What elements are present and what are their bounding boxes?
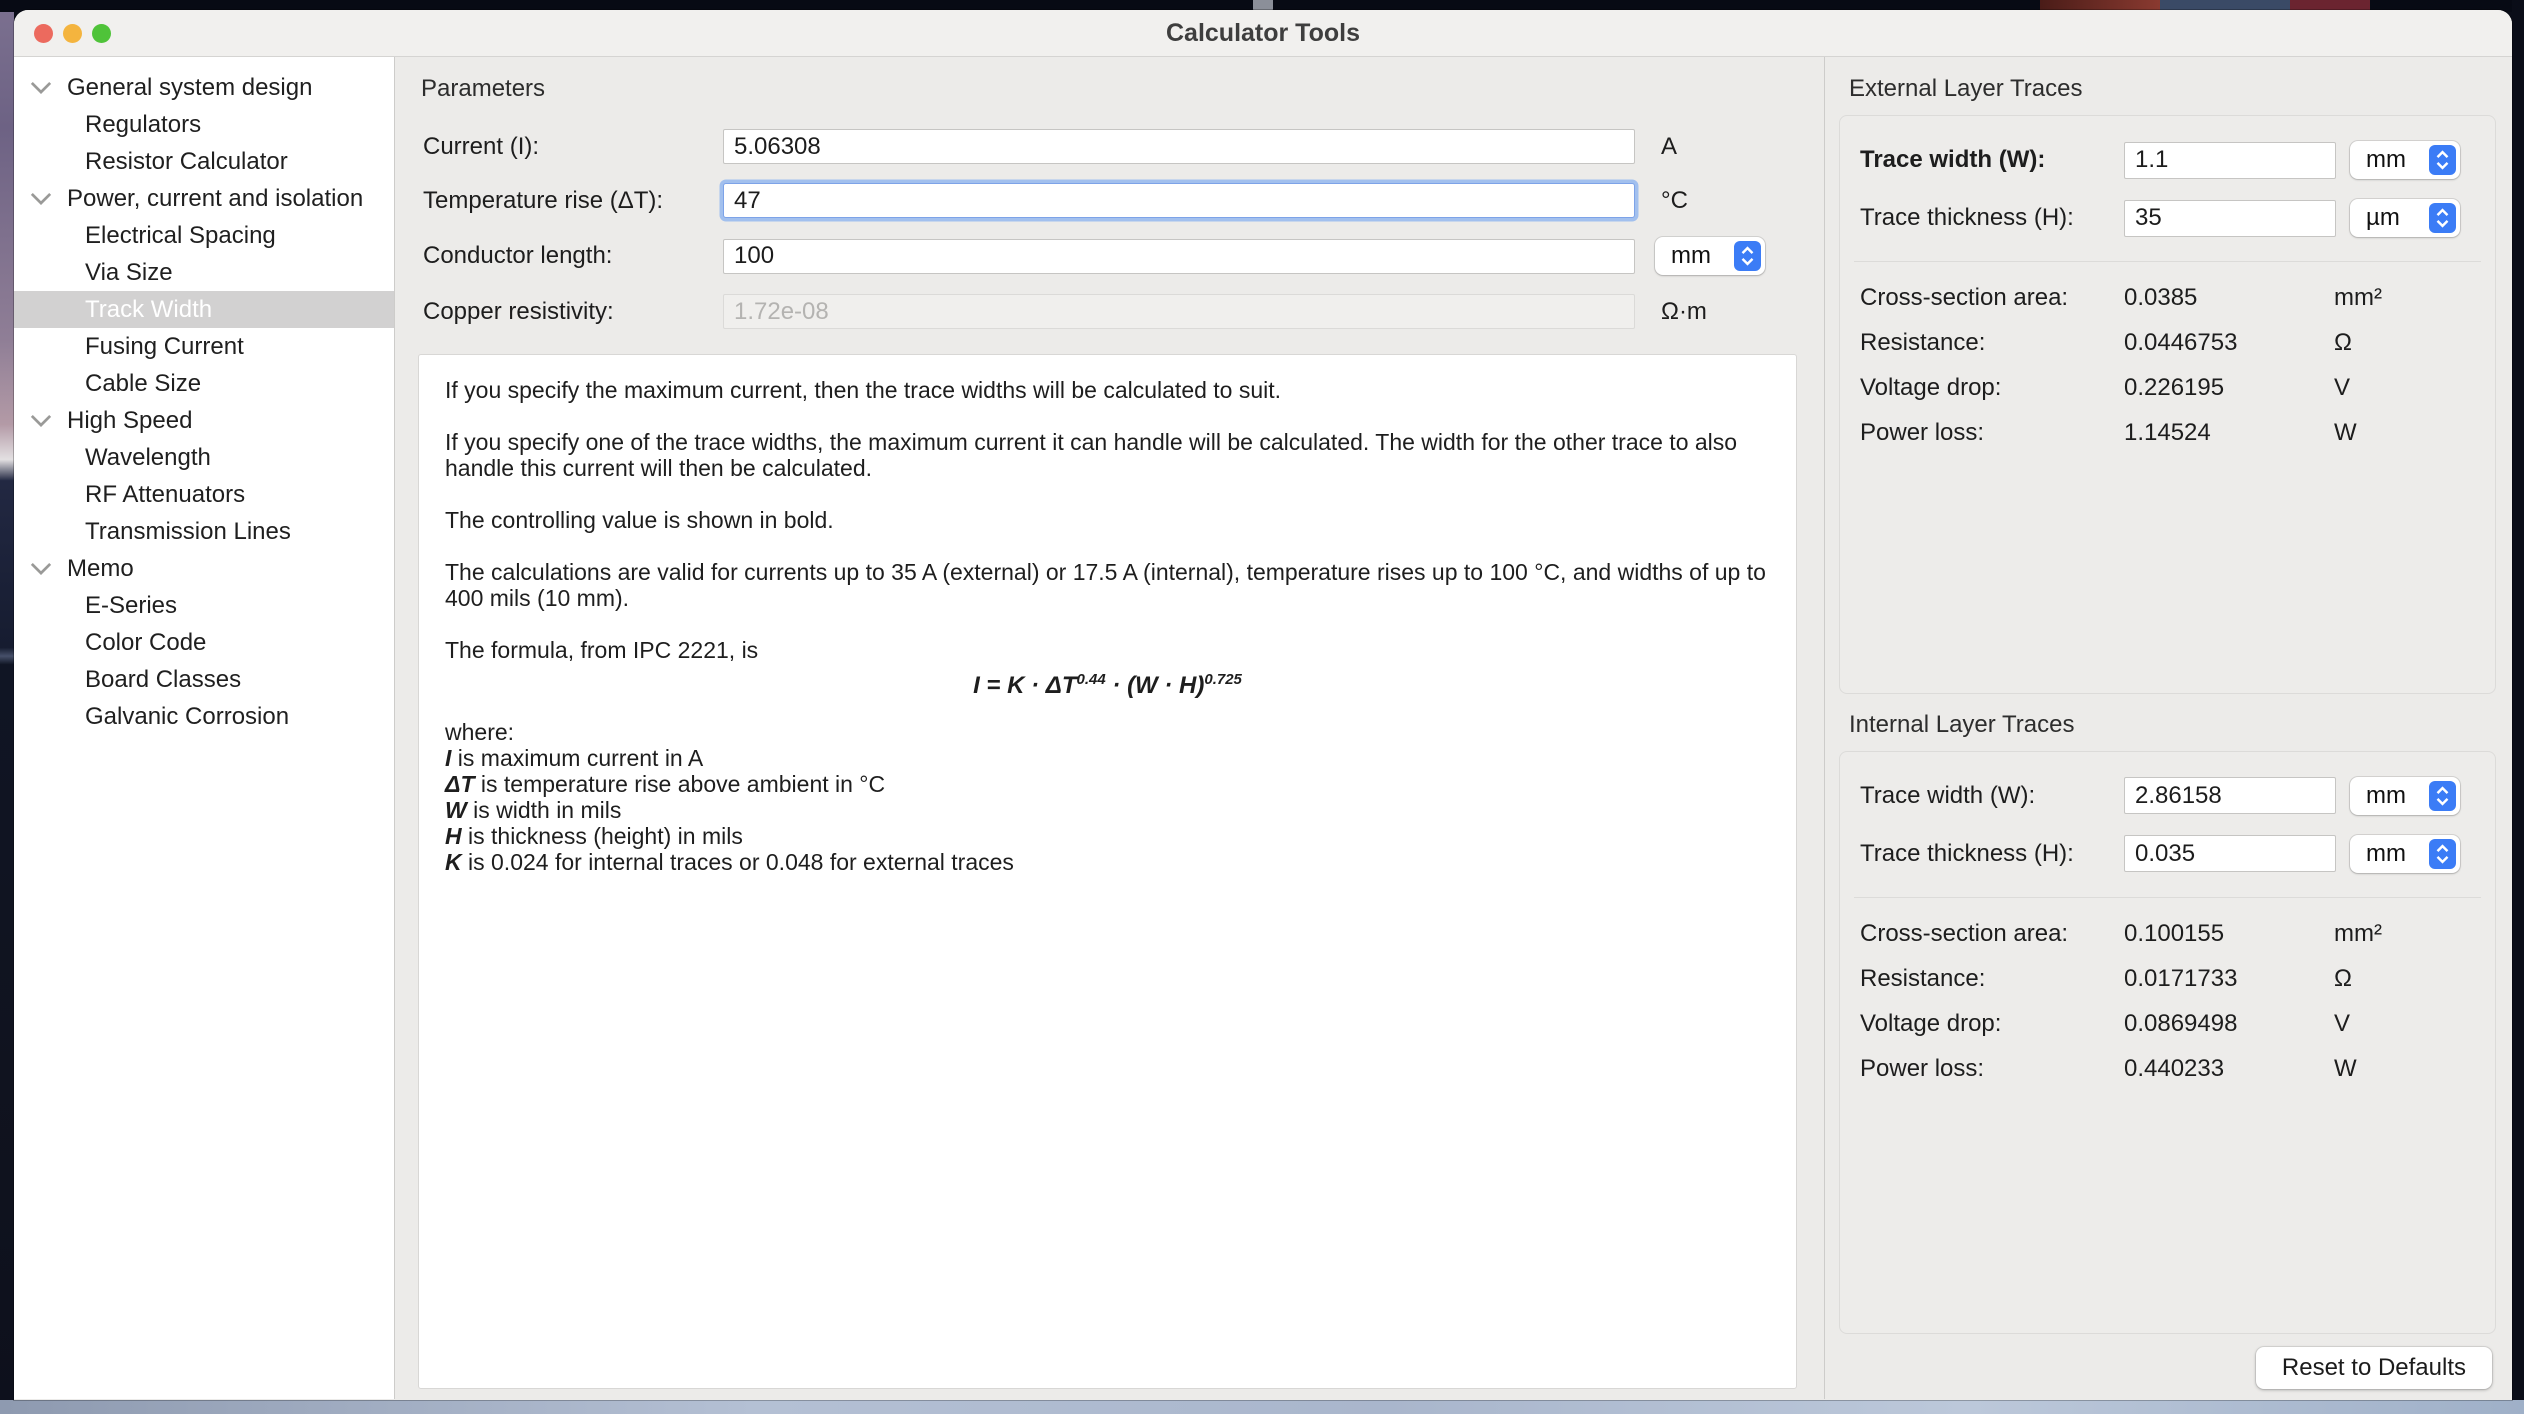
formula-intro: The formula, from IPC 2221, is [445,637,759,663]
result-unit: mm² [2334,919,2382,947]
stepper-icon[interactable] [2429,203,2456,233]
sidebar-item-general-system-design[interactable] [14,69,394,106]
calculator-tree-sidebar [14,57,395,1399]
result-label: Voltage drop: [1860,1009,2002,1037]
result-unit: W [2334,1054,2357,1082]
divider [1854,261,2481,262]
help-paragraph: The controlling value is shown in bold. [445,507,834,533]
sidebar-item-color-code[interactable] [14,624,394,661]
sidebar-item-memo[interactable] [14,550,394,587]
result-value: 1.14524 [2124,419,2211,446]
external-trace-width-label: Trace width (W): [1860,146,2046,173]
legend-line: ΔT is temperature rise above ambient in °C [445,771,886,797]
result-unit: mm² [2334,284,2382,311]
external-results [1860,284,2477,447]
sidebar-item-board-classes[interactable] [14,661,394,698]
sidebar-item-e-series[interactable] [14,587,394,624]
legend-line: I is maximum current in A [445,745,704,771]
sidebar-item-transmission-lines[interactable] [14,513,394,550]
legend-line: where: [445,719,515,745]
result-unit: W [2334,419,2357,446]
sidebar-item-electrical-spacing[interactable] [14,217,394,254]
sidebar-item-label: Via Size [85,258,173,286]
sidebar-item-wavelength[interactable] [14,439,394,476]
result-label: Power loss: [1860,1054,1985,1082]
external-layer-traces-label: External Layer Traces [1849,75,2083,102]
internal-trace-width-input[interactable] [2124,777,2336,814]
internal-trace-thickness-input[interactable] [2124,835,2336,872]
divider [1854,897,2481,898]
copper-resistivity-label: Copper resistivity: [423,297,614,325]
external-trace-width-input[interactable] [2124,142,2336,179]
help-paragraph: The calculations are valid for currents up to 35 A (external) or 17.5 A (internal), temperature rises up to 100 °C, and widths of up to 400 mils (10 mm). [445,559,1766,611]
sidebar-item-via-size[interactable] [14,254,394,291]
external-trace-thickness-input[interactable] [2124,200,2336,237]
result-label: Voltage drop: [1860,374,2002,401]
desktop-wallpaper-left [0,0,14,1414]
sidebar-item-resistor-calculator[interactable] [14,143,394,180]
sidebar-item-label: General system design [67,73,313,101]
formula-legend [445,719,1770,875]
temperature-rise-input[interactable] [723,183,1635,218]
trace-results-panel [1824,57,2512,1399]
help-paragraph: If you specify the maximum current, then the trace widths will be calculated to suit. [445,377,1282,403]
internal-results [1860,920,2477,1083]
desktop-wallpaper-right [2512,0,2524,1414]
internal-trace-thickness-unit-select[interactable]: mm [2350,835,2460,873]
sidebar-item-cable-size[interactable] [14,365,394,402]
help-paragraph: If you specify one of the trace widths, the maximum current it can handle will be calculated. The width for the other trace to also handle this current will then be calculated. [445,429,1738,481]
stepper-icon[interactable] [2429,839,2456,869]
sidebar-item-label: E-Series [85,591,178,619]
sidebar-item-label: High Speed [67,406,193,434]
sidebar-item-rf-attenuators[interactable] [14,476,394,513]
stepper-icon[interactable] [2429,145,2456,175]
result-value: 0.100155 [2124,919,2225,947]
result-value: 0.0171733 [2124,964,2238,992]
conductor-length-input[interactable] [723,239,1635,274]
conductor-length-label: Conductor length: [423,242,613,269]
help-text-panel [418,354,1797,1389]
external-layer-traces-group [1839,115,2496,694]
conductor-length-unit-select[interactable] [1655,237,1765,275]
window-title: Calculator Tools [1165,19,1360,47]
stepper-icon[interactable] [2429,781,2456,811]
internal-trace-thickness-label: Trace thickness (H): [1860,839,2074,867]
internal-layer-traces-label: Internal Layer Traces [1849,710,2075,738]
result-unit: Ω [2334,964,2352,992]
sidebar-item-label: Fusing Current [85,332,244,360]
parameters-form [418,129,1797,329]
copper-resistivity-unit: Ω·m [1661,297,1707,325]
current-label: Current (I): [423,132,540,160]
sidebar-item-label: Galvanic Corrosion [85,702,290,730]
sidebar-item-fusing-current[interactable] [14,328,394,365]
sidebar-item-label: Track Width [85,295,213,323]
result-label: Resistance: [1860,964,1986,992]
reset-to-defaults-button[interactable]: Reset to Defaults [2256,1347,2492,1389]
sidebar-item-regulators[interactable] [14,106,394,143]
stepper-icon[interactable] [1734,241,1761,271]
chevron-down-icon[interactable] [30,77,54,97]
sidebar-item-power-current-isolation[interactable] [14,180,394,217]
sidebar-item-label: Resistor Calculator [85,147,288,175]
result-label: Resistance: [1860,329,1986,356]
sidebar-item-label: Wavelength [85,443,211,471]
ipc-2221-formula: $I = K \cdot \Delta T^{0.44} \cdot (W \cdot H)^{0.725}$ [973,671,1242,699]
sidebar-item-label: Electrical Spacing [85,221,276,249]
result-label: Cross-section area: [1860,284,2069,311]
temperature-rise-unit: °C [1661,186,1688,214]
result-value: 0.0869498 [2124,1009,2238,1037]
parameters-section-label: Parameters [421,75,546,102]
result-value: 0.0446753 [2124,329,2238,356]
current-input[interactable] [723,129,1635,164]
result-unit: Ω [2334,329,2352,356]
result-unit: V [2334,1009,2351,1037]
result-label: Power loss: [1860,419,1985,446]
sidebar-item-label: RF Attenuators [85,480,246,508]
chevron-down-icon[interactable] [30,188,54,208]
sidebar-item-label: Cable Size [85,369,202,397]
sidebar-item-label: Transmission Lines [85,517,291,545]
calculator-tools-window [14,10,2512,1400]
result-value: 0.440233 [2124,1054,2225,1082]
result-value: 0.0385 [2124,284,2198,311]
sidebar-item-label: Board Classes [85,665,242,693]
title-bar[interactable] [14,10,2512,57]
legend-line: H is thickness (height) in mils [445,823,743,849]
temperature-rise-label: Temperature rise (ΔT): [423,186,664,214]
internal-layer-traces-group [1839,751,2496,1335]
current-unit: A [1661,132,1678,160]
legend-line: W is width in mils [445,797,622,823]
sidebar-item-label: Regulators [85,110,202,138]
track-width-main-panel [395,57,1824,1399]
sidebar-item-galvanic-corrosion[interactable] [14,698,394,735]
external-trace-thickness-unit-select[interactable]: µm [2350,199,2460,237]
legend-line: K is 0.024 for internal traces or 0.048 for external traces [445,849,1014,875]
result-unit: V [2334,374,2351,401]
external-trace-thickness-label: Trace thickness (H): [1860,204,2074,231]
result-label: Cross-section area: [1860,919,2069,947]
sidebar-item-high-speed[interactable] [14,402,394,439]
sidebar-item-label: Color Code [85,628,207,656]
chevron-down-icon[interactable] [30,558,54,578]
sidebar-item-label: Memo [67,554,134,582]
sidebar-item-label: Power, current and isolation [67,184,364,212]
copper-resistivity-input [723,294,1635,329]
internal-trace-width-label: Trace width (W): [1860,781,2036,809]
external-trace-width-unit-select[interactable]: mm [2350,141,2460,179]
chevron-down-icon[interactable] [30,410,54,430]
unit-select-value: mm [1671,242,1711,269]
sidebar-item-track-width[interactable] [14,291,394,328]
internal-trace-width-unit-select[interactable]: mm [2350,777,2460,815]
desktop-wallpaper-bottom [0,1400,2524,1414]
result-value: 0.226195 [2124,374,2225,401]
